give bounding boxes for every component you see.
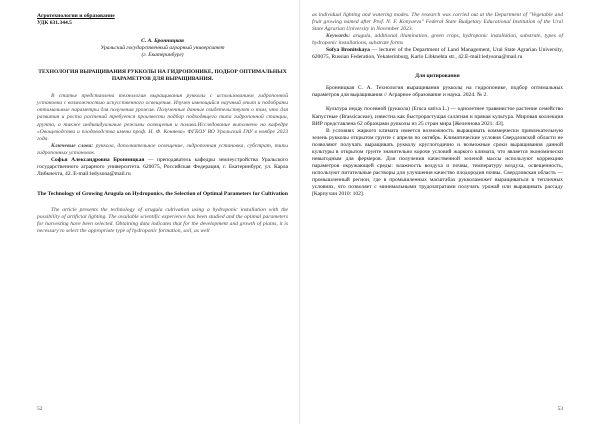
article-title-ru: ТЕХНОЛОГИЯ ВЫРАЩИВАНИЯ РУККОЛЫ НА ГИДРОПОНИКЕ, ПОДБОР ОПТИМАЛЬНЫХ ПАРАМЕТРОВ ДЛЯ ВЫРАЩИВАНИЯ. xyxy=(37,69,288,83)
author-info-en xyxy=(312,47,563,61)
right-page xyxy=(300,0,600,424)
abstract-en-continued: as individual lighting and watering modes. The research was carried out at the Department of "Vegetable and fruit growing named after Prof. N. F. Konyaeva" Federal State Budgetary Educational Institution of the Ural State Agrarian University in November 2023. xyxy=(312,12,563,33)
abstract-ru: В статье представлена технология выращивания рукколы с использованием гидропонной установки с возможностью искусственного освещения. Изучен имеющийся научный опыт и подобраны оптимальные параметры для получения урожая. Полученные данные свидетельствуют о том, что для развития и роста растений требуется произвести подбор подходящего типа гидропонной станции, грунта, а также индивидуальные режимы освещения и полива.Исследование выполнено на кафедре «Овощеводства и плодоводства имени проф. Н. Ф. Коняева» ФГБОУ ВО Уральский ГАУ в ноябре 2023 года. xyxy=(37,93,288,142)
affiliation-line-2: (г. Екатеринбург) xyxy=(37,52,288,59)
author-info-ru-name: Софья Александровна Бронницкая xyxy=(51,157,144,163)
keywords-en-label: Keywords: xyxy=(326,33,350,39)
left-page xyxy=(0,0,300,424)
author-info-ru-text: — преподаватель кафедры землеустройства Уральского государственного аграрного университета. 620075, Российская Федерация, г. Екатеринбург, ул. Карла Либкнехта, 42. E-mail:ledysona@mail.ru xyxy=(37,157,288,177)
author-info-ru xyxy=(37,157,288,178)
author-info-en-name: Sofya Bronitskaya xyxy=(326,47,370,53)
page-number-left: 52 xyxy=(37,406,43,413)
citation-heading: Для цитирования xyxy=(312,73,563,80)
udk-code: УДК 631.344.5 xyxy=(37,20,288,27)
keywords-ru xyxy=(37,143,288,157)
body-paragraph-1: Культура индау посевной (руккола) (Eruca sativa L.) — однолетнее травянистое растение семейство Капустные (Brassicaceae), известна как быстрорастущая салатная и пряная культура. Мировая коллекция ВИР представлена 62 образцами рукколы из 25 стран мира [Железнова 2021: 43]. xyxy=(312,106,563,127)
article-title-en: The Technology of Growing Arugula on Hydroponics, the Selection of Optimal Parameters for Cultivation xyxy=(37,191,288,198)
book-spread xyxy=(0,0,600,424)
section-rubric: Агротехнологии и образование xyxy=(37,13,288,20)
page-number-right: 53 xyxy=(558,406,564,413)
affiliation-line-1: Уральский государственный аграрный университет xyxy=(37,45,288,52)
author-name: С. А. Бронницкая xyxy=(37,38,288,45)
author-info-en-text: — lecturer of the Department of Land Management, Ural State Agrarian University, 620075, Russian Federation, Yekaterinburg, Karlo Libknehta str., 42.E-mail:ledysona@mail.ru xyxy=(312,47,563,60)
body-paragraph-2: В условиях жаркого климата имеется возможность выращивать коммерчески привлекательную зелень рукколы открытом грунте с апреля по октябрь. Климатические условия Свердловской области не позволяют получать выращивать рукколу круглогодично и возможные сроки выращивания данной культуры в открытом грунте значительно короче условий жаркого климата, что является экономически невыгодным для фермеров. Для получения качественной зеленой массы используют коррекцию параметров окружающей среды: влажность воздуха и почвы, температуру воздуха, освещенность, используют питательные растворы для улучшения качество плодородия почвы. Свердловская область — промышленный регион, где в промышленных масштабах рукколаможет выращиваться в тепличных условиях, что позволяет с минимальными трудозатратами получать урожай или выращивать рассаду [Карпухин 2010: 102]. xyxy=(312,128,563,198)
keywords-ru-text: руккола, дополнительное освещение, гидропонная установка, субстрат, типы гидропонных установок. xyxy=(37,143,288,156)
citation-text: Бронницкая С. А. Технология выращивания рукколы на гидропонике, подбор оптимальных параметров для выращивания // Аграрное образование и наука. 2024. № 2. xyxy=(312,85,563,99)
keywords-en xyxy=(312,33,563,47)
keywords-ru-label: Ключевые слова: xyxy=(51,143,93,149)
keywords-en-text: arugula, additional illumination, green crops, hydroponic installation, substrate, types of hydroponic installations, substrate forms xyxy=(312,33,563,46)
abstract-en: The article presents the technology of arugula cultivation using a hydroponic installation with the possibility of artificial lighting. The available scientific experience has been studied and the optimal parameters for harvesting have been selected. Obtaining data indicates that for the development and growth of plants, it is necessary to select the appropriate type of hydroponic formation, soil, as well xyxy=(37,207,288,235)
